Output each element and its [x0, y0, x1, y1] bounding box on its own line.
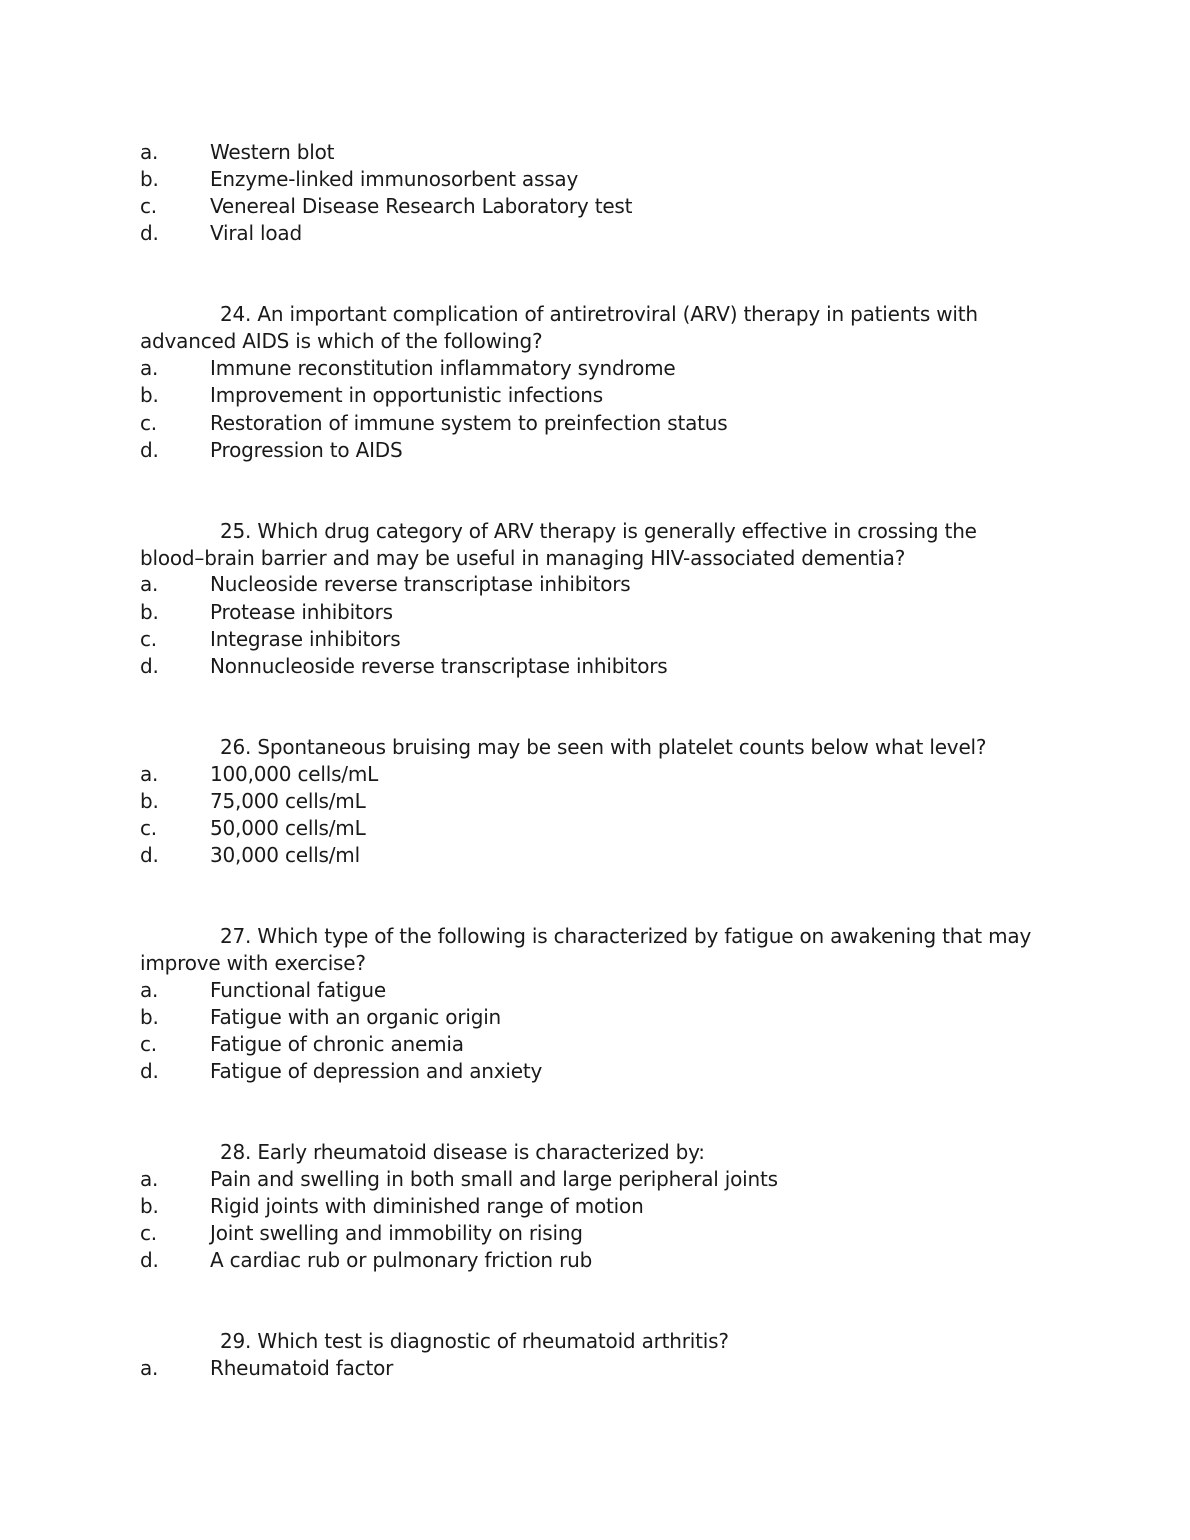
option-letter: a.: [140, 1356, 159, 1380]
option-letter: d.: [140, 1248, 159, 1272]
option-row: [140, 382, 603, 409]
option-text: Protease inhibitors: [210, 600, 393, 624]
option-letter: b.: [140, 1005, 159, 1029]
option-row: [140, 1166, 778, 1193]
option-row: [140, 761, 378, 788]
option-text: Fatigue with an organic origin: [210, 1005, 502, 1029]
question-26-stem-line1: 26. Spontaneous bruising may be seen with platelet counts below what level?: [220, 735, 987, 759]
option-text: Rigid joints with diminished range of motion: [210, 1194, 644, 1218]
option-text: Pain and swelling in both small and large peripheral joints: [210, 1167, 778, 1191]
option-row: [140, 1355, 393, 1382]
option-letter: c.: [140, 194, 157, 218]
option-letter: c.: [140, 1221, 157, 1245]
option-letter: b.: [140, 1194, 159, 1218]
option-letter: a.: [140, 140, 159, 164]
option-row: [140, 599, 393, 626]
question-27-stem-line1: 27. Which type of the following is characterized by fatigue on awakening that may: [220, 924, 1032, 948]
option-row: [140, 166, 578, 193]
option-row: [140, 1058, 542, 1085]
option-text: Joint swelling and immobility on rising: [210, 1221, 583, 1245]
option-letter: d.: [140, 221, 159, 245]
option-text: 30,000 cells/ml: [210, 843, 360, 867]
option-letter: a.: [140, 1167, 159, 1191]
option-row: [140, 977, 386, 1004]
question-24-stem-line2: advanced AIDS is which of the following?: [140, 329, 543, 353]
option-letter: b.: [140, 600, 159, 624]
question-25-stem-line2: blood–brain barrier and may be useful in managing HIV-associated dementia?: [140, 546, 906, 570]
option-row: [140, 815, 366, 842]
option-row: [140, 1031, 464, 1058]
option-text: Functional fatigue: [210, 978, 387, 1002]
option-letter: a.: [140, 572, 159, 596]
option-row: [140, 571, 631, 598]
option-text: Fatigue of chronic anemia: [210, 1032, 464, 1056]
option-row: [140, 788, 366, 815]
option-letter: d.: [140, 438, 159, 462]
option-text: Venereal Disease Research Laboratory test: [210, 194, 633, 218]
option-row: [140, 1193, 644, 1220]
option-row: [140, 437, 403, 464]
option-text: 100,000 cells/mL: [210, 762, 379, 786]
option-letter: c.: [140, 411, 157, 435]
option-letter: a.: [140, 356, 159, 380]
option-row: [140, 193, 632, 220]
option-letter: a.: [140, 762, 159, 786]
option-text: Restoration of immune system to preinfection status: [210, 411, 728, 435]
question-28-stem-line1: 28. Early rheumatoid disease is characterized by:: [220, 1140, 705, 1164]
option-letter: d.: [140, 1059, 159, 1083]
question-27-stem-line2: improve with exercise?: [140, 951, 366, 975]
option-text: 50,000 cells/mL: [210, 816, 366, 840]
option-row: [140, 842, 360, 869]
option-letter: a.: [140, 978, 159, 1002]
option-text: 75,000 cells/mL: [210, 789, 366, 813]
option-row: [140, 355, 676, 382]
option-letter: b.: [140, 383, 159, 407]
option-row: [140, 139, 334, 166]
option-text: Western blot: [210, 140, 335, 164]
option-text: Progression to AIDS: [210, 438, 403, 462]
option-text: A cardiac rub or pulmonary friction rub: [210, 1248, 593, 1272]
option-row: [140, 410, 728, 437]
option-letter: d.: [140, 654, 159, 678]
option-row: [140, 626, 400, 653]
question-25-stem-line1: 25. Which drug category of ARV therapy is generally effective in crossing the: [220, 519, 977, 543]
option-row: [140, 1247, 592, 1274]
option-text: Fatigue of depression and anxiety: [210, 1059, 543, 1083]
option-text: Integrase inhibitors: [210, 627, 401, 651]
option-letter: c.: [140, 627, 157, 651]
option-text: Improvement in opportunistic infections: [210, 383, 604, 407]
option-text: Enzyme-linked immunosorbent assay: [210, 167, 579, 191]
option-row: [140, 1004, 501, 1031]
option-text: Rheumatoid factor: [210, 1356, 394, 1380]
option-text: Nonnucleoside reverse transcriptase inhibitors: [210, 654, 668, 678]
option-text: Nucleoside reverse transcriptase inhibitors: [210, 572, 631, 596]
question-24-stem-line1: 24. An important complication of antiretroviral (ARV) therapy in patients with: [220, 302, 978, 326]
option-letter: d.: [140, 843, 159, 867]
option-row: [140, 220, 302, 247]
option-letter: c.: [140, 1032, 157, 1056]
option-letter: c.: [140, 816, 157, 840]
option-row: [140, 1220, 583, 1247]
option-row: [140, 653, 668, 680]
option-letter: b.: [140, 167, 159, 191]
option-letter: b.: [140, 789, 159, 813]
option-text: Viral load: [210, 221, 302, 245]
option-text: Immune reconstitution inflammatory syndrome: [210, 356, 676, 380]
question-29-stem-line1: 29. Which test is diagnostic of rheumatoid arthritis?: [220, 1329, 729, 1353]
